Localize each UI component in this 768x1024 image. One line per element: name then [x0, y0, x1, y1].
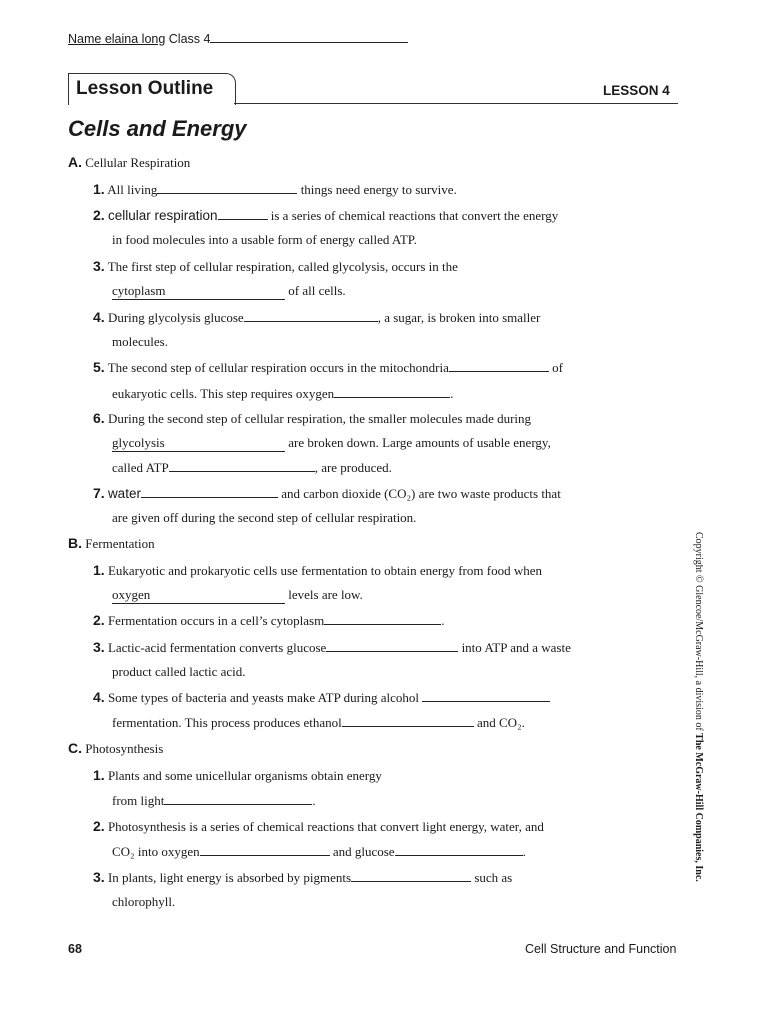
item-number: 2.	[93, 818, 105, 834]
item-text: All living	[107, 182, 158, 197]
item-text-continued: are given off during the second step of cellular respiration.	[112, 510, 417, 525]
item-a3-answer-line	[112, 283, 346, 300]
unit-title: Cell Structure and Function	[525, 942, 677, 956]
item-text: of	[552, 360, 563, 375]
name-value[interactable]: elaina long	[104, 32, 166, 46]
answer-blank[interactable]	[334, 385, 450, 398]
section-b-heading	[68, 535, 155, 552]
item-a6	[93, 410, 531, 427]
item-text: Eukaryotic and prokaryotic cells use fermentation to obtain energy from food when	[107, 563, 542, 578]
item-text: The second step of cellular respiration occurs in the mitochondria	[107, 360, 449, 375]
item-text: fermentation. This process produces ethanol	[112, 715, 342, 730]
answer-blank[interactable]	[449, 359, 549, 372]
item-number: 1.	[93, 562, 105, 578]
class-blank[interactable]	[210, 42, 408, 43]
item-a1	[93, 181, 457, 198]
item-text-continued: chlorophyll.	[112, 894, 176, 909]
item-text: In plants, light energy is absorbed by pigments	[107, 870, 352, 885]
page-title: Cells and Energy	[68, 116, 247, 141]
item-b1	[93, 562, 542, 579]
item-text: and CO₂.	[476, 715, 525, 730]
class-label: Class	[168, 32, 201, 46]
item-a7	[93, 485, 561, 502]
section-title: Cellular Respiration	[85, 155, 191, 170]
item-text: During glycolysis glucose	[107, 310, 244, 325]
answer-text[interactable]: glycolysis	[112, 435, 165, 450]
item-number: 5.	[93, 359, 105, 375]
item-number: 4.	[93, 689, 105, 705]
item-text: During the second step of cellular respiration, the smaller molecules made during	[107, 411, 532, 426]
section-letter: B.	[68, 535, 82, 551]
answer-blank[interactable]	[200, 843, 330, 856]
item-b2	[93, 612, 444, 629]
item-text: and carbon dioxide (CO₂) are two waste products that	[281, 486, 561, 501]
answer-blank[interactable]	[324, 612, 441, 625]
item-number: 1.	[93, 181, 105, 197]
item-text: .	[522, 844, 526, 859]
item-b4	[93, 689, 550, 706]
item-b4-continued	[112, 714, 525, 731]
section-c-heading	[68, 740, 163, 757]
section-title: Fermentation	[85, 536, 155, 551]
item-c1-continued	[112, 792, 316, 809]
item-number: 1.	[93, 767, 105, 783]
item-number: 3.	[93, 869, 105, 885]
item-text: from light	[112, 793, 165, 808]
answer-text[interactable]: water	[107, 486, 141, 501]
item-a5	[93, 359, 563, 376]
answer-blank[interactable]	[169, 459, 315, 472]
item-text: , a sugar, is broken into smaller	[377, 310, 541, 325]
item-c3	[93, 869, 512, 886]
item-text: Plants and some unicellular organisms obtain energy	[107, 768, 382, 783]
item-text: Lactic-acid fermentation converts glucose	[107, 640, 327, 655]
item-text: Fermentation occurs in a cell’s cytoplasm	[107, 613, 325, 628]
item-a3	[93, 258, 458, 275]
page-number: 68	[68, 942, 82, 956]
item-number: 3.	[93, 258, 105, 274]
item-number: 2.	[93, 612, 105, 628]
copyright-company: The McGraw-Hill Companies, Inc.	[693, 733, 704, 882]
copyright-text: Copyright © Glencoe/McGraw-Hill, a division of	[693, 532, 704, 734]
item-a6-continued	[112, 459, 392, 476]
item-text: is a series of chemical reactions that convert the energy	[270, 208, 559, 223]
answer-blank[interactable]	[395, 843, 523, 856]
lesson-number: LESSON 4	[603, 83, 670, 98]
name-label: Name	[68, 32, 102, 46]
item-text: The first step of cellular respiration, called glycolysis, occurs in the	[107, 259, 458, 274]
answer-text[interactable]: cellular respiration	[107, 208, 218, 223]
item-text: .	[441, 613, 445, 628]
item-number: 4.	[93, 309, 105, 325]
answer-field[interactable]	[112, 283, 285, 300]
answer-blank[interactable]	[342, 714, 474, 727]
item-text-continued: in food molecules into a usable form of energy called ATP.	[112, 232, 417, 247]
answer-blank[interactable]	[244, 309, 378, 322]
answer-blank[interactable]	[164, 792, 312, 805]
item-b3	[93, 639, 571, 656]
item-a2	[93, 207, 558, 224]
answer-blank[interactable]	[157, 181, 297, 194]
item-a6-answer-line	[112, 435, 551, 452]
item-text: , are produced.	[314, 460, 392, 475]
copyright-notice	[693, 532, 704, 882]
item-number: 2.	[93, 207, 105, 223]
answer-blank[interactable]	[141, 485, 278, 498]
answer-text[interactable]: cytoplasm	[112, 283, 166, 298]
item-b1-answer-line	[112, 587, 363, 604]
item-text-continued: molecules.	[112, 334, 168, 349]
section-a-heading	[68, 154, 190, 171]
answer-text[interactable]: oxygen	[112, 587, 151, 602]
answer-blank[interactable]	[218, 207, 268, 220]
item-c2	[93, 818, 544, 835]
answer-field[interactable]	[112, 587, 285, 604]
item-text: called ATP	[112, 460, 169, 475]
header-rule	[234, 103, 678, 104]
answer-blank[interactable]	[326, 639, 458, 652]
item-text: levels are low.	[288, 587, 363, 602]
item-a5-continued	[112, 385, 453, 402]
answer-field[interactable]	[112, 435, 285, 452]
item-text: Some types of bacteria and yeasts make ATP during alcohol	[107, 690, 420, 705]
item-text: into ATP and a waste	[461, 640, 571, 655]
item-a4	[93, 309, 540, 326]
answer-blank[interactable]	[351, 869, 471, 882]
item-c1	[93, 767, 382, 784]
item-number: 7.	[93, 485, 105, 501]
item-text: .	[450, 386, 454, 401]
item-text: CO₂ into oxygen	[112, 844, 200, 859]
item-text: things need energy to survive.	[300, 182, 457, 197]
item-c2-continued	[112, 843, 526, 860]
class-value[interactable]: 4	[203, 32, 211, 46]
item-text-continued: product called lactic acid.	[112, 664, 246, 679]
item-text: and glucose	[332, 844, 395, 859]
item-text: of all cells.	[288, 283, 346, 298]
section-letter: A.	[68, 154, 82, 170]
item-text: are broken down. Large amounts of usable energy,	[288, 435, 551, 450]
item-text: such as	[474, 870, 513, 885]
section-title: Photosynthesis	[85, 741, 164, 756]
lesson-outline-title: Lesson Outline	[76, 78, 214, 99]
item-number: 3.	[93, 639, 105, 655]
answer-blank[interactable]	[422, 689, 550, 702]
name-class-line	[68, 32, 408, 46]
item-number: 6.	[93, 410, 105, 426]
item-text: Photosynthesis is a series of chemical reactions that convert light energy, water, and	[107, 819, 544, 834]
item-text: .	[312, 793, 316, 808]
item-text: eukaryotic cells. This step requires oxygen	[112, 386, 335, 401]
section-letter: C.	[68, 740, 82, 756]
